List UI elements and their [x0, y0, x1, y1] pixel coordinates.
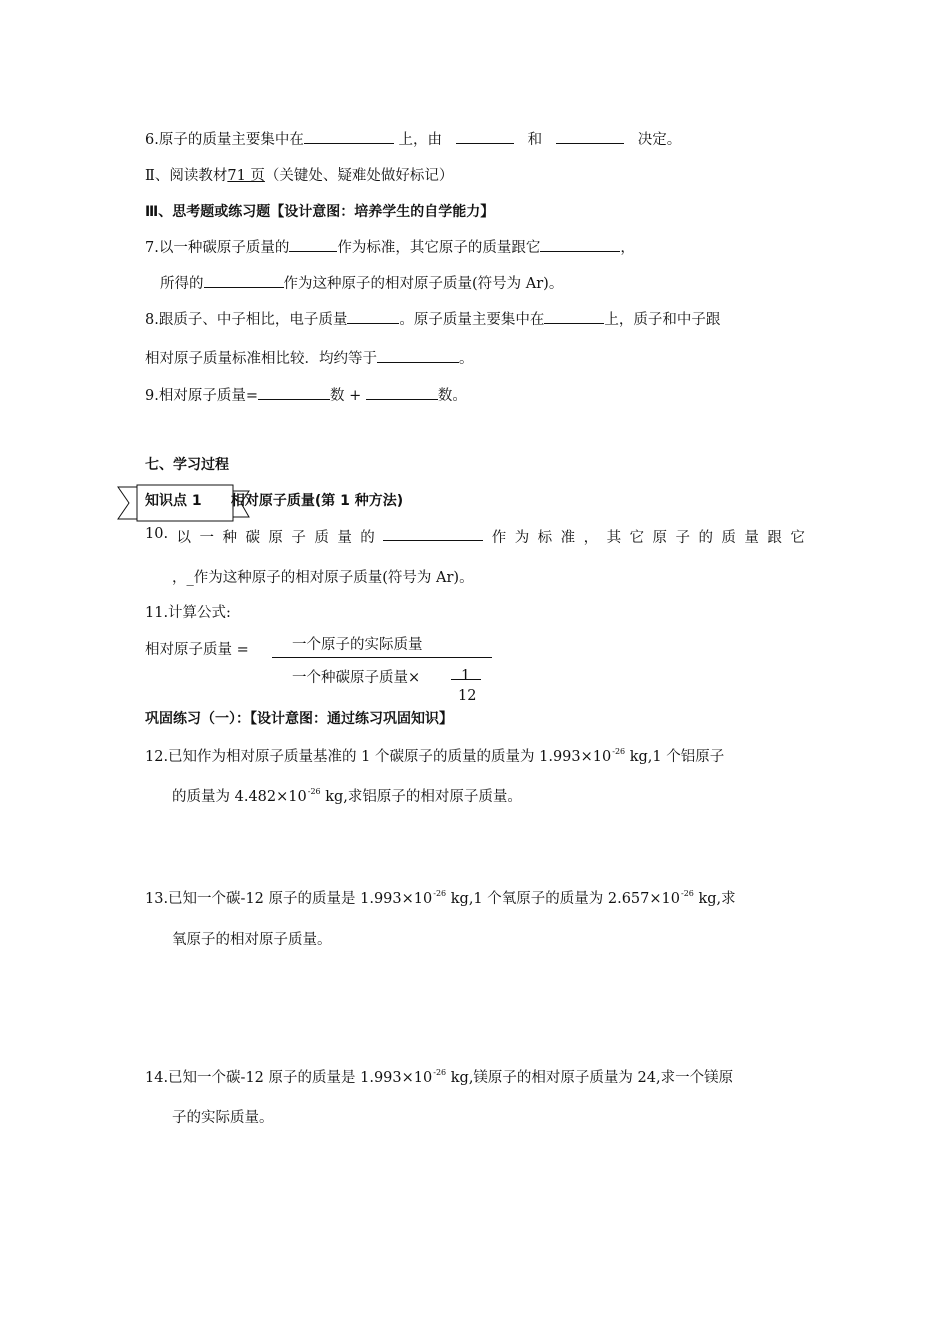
q10-char: 一	[199, 530, 214, 546]
q7-text-b: 作为标准，其它原子的质量跟它	[337, 240, 541, 256]
kp1-title: 相对原子质量(第 1 种方法)	[230, 493, 404, 509]
q8-text-e: 。	[459, 351, 474, 367]
q10-char: 子	[291, 530, 306, 546]
q8-text-b: 。原子质量主要集中在	[399, 312, 545, 328]
formula-numerator: 一个原子的实际质量	[292, 637, 423, 653]
blank[interactable]	[366, 385, 438, 400]
sec2-text-a: Ⅱ、阅读教材	[145, 168, 228, 184]
q10-char: 为	[514, 530, 530, 546]
q13-text-a: 13.已知一个碳-12 原子的质量是 1.993×10	[145, 891, 433, 907]
q14-text-b: kg,镁原子的相对原子质量为 24,求一个镁原	[446, 1070, 734, 1086]
q10-char: 标	[537, 530, 553, 546]
blank[interactable]	[383, 526, 483, 541]
q10-char: 跟	[767, 530, 782, 546]
formula-lhs: 相对原子质量 =	[145, 642, 249, 658]
q12-text-b: kg,1 个铝原子	[625, 749, 725, 765]
q9-text-c: 数。	[437, 388, 467, 404]
knowledge-point-1	[145, 490, 403, 510]
q13-text-b: kg,1 个氧原子的质量为 2.657×10	[446, 891, 680, 907]
q7-text-c: ，	[620, 240, 635, 256]
q6-text-c: 和	[527, 132, 543, 148]
q10-char: 原	[268, 530, 283, 546]
q9-text-a: 9.相对原子质量=	[145, 388, 258, 404]
question-11-label: 11.计算公式:	[145, 605, 231, 621]
q12-text-a: 12.已知作为相对原子质量基准的 1 个碳原子的质量的质量为 1.993×10	[145, 749, 612, 765]
blank[interactable]	[204, 273, 284, 288]
q7-text-e: 作为这种原子的相对原子质量(符号为 Ar)。	[283, 276, 564, 292]
blank[interactable]	[456, 129, 514, 144]
q6-text-a: 6.原子的质量主要集中在	[145, 132, 304, 148]
blank[interactable]	[347, 309, 399, 324]
question-13-line-1	[145, 887, 736, 908]
q10-char: 子	[675, 530, 690, 546]
q10-char: 准	[560, 530, 576, 546]
q10-char: 质	[314, 530, 329, 546]
section-2	[145, 164, 453, 185]
small-fraction-bar	[451, 679, 481, 680]
question-7-line-1	[145, 236, 635, 257]
blank[interactable]	[377, 348, 459, 363]
question-7-line-2	[160, 272, 563, 293]
q10-char: 它	[629, 530, 645, 546]
blank[interactable]	[540, 237, 620, 252]
q10-char: 种	[222, 530, 237, 546]
q10-char: 其	[606, 530, 622, 546]
formula-fraction-bar	[272, 657, 492, 658]
q10-char: 作	[491, 530, 507, 546]
blank[interactable]	[304, 129, 394, 144]
question-8-line-2	[145, 347, 474, 368]
blank[interactable]	[258, 385, 330, 400]
question-12-line-2	[172, 785, 522, 806]
q10-char: 10.	[145, 526, 169, 542]
q7-text-a: 7.以一种碳原子质量的	[145, 240, 290, 256]
blank[interactable]	[544, 309, 604, 324]
q10-char: 的	[698, 530, 713, 546]
question-9	[145, 384, 467, 405]
question-12-line-1	[145, 745, 724, 766]
q10-char: 以	[176, 530, 192, 546]
q8-text-a: 8.跟质子、中子相比，电子质量	[145, 312, 348, 328]
q10-char: 质	[721, 530, 736, 546]
q6-text-b: 上，由	[398, 132, 442, 148]
section-3-heading: Ⅲ、思考题或练习题【设计意图：培养学生的自学能力】	[145, 204, 495, 220]
q14-text-a: 14.已知一个碳-12 原子的质量是 1.993×10	[145, 1070, 433, 1086]
question-13-line-2: 氧原子的相对原子质量。	[172, 932, 332, 948]
question-8-line-1	[145, 308, 720, 329]
exponent: -26	[307, 787, 321, 796]
question-10-line-1	[145, 526, 805, 547]
blank[interactable]	[556, 129, 624, 144]
sec2-text-b: （关键处、疑难处做好标记）	[264, 168, 454, 184]
exponent: -26	[433, 889, 447, 898]
small-fraction-denominator: 12	[458, 688, 477, 704]
q10-char: 的	[360, 530, 375, 546]
q10-char: 它	[790, 530, 805, 546]
q10-char: 量	[337, 530, 352, 546]
question-14-line-2: 子的实际质量。	[172, 1110, 274, 1126]
question-14-line-1	[145, 1066, 733, 1087]
q10-char: ，	[583, 530, 599, 546]
question-10-line-2: ，_作为这种原子的相对原子质量(符号为 Ar)。	[172, 570, 474, 586]
kp1-label: 知识点 1	[145, 493, 202, 509]
blank[interactable]	[289, 237, 337, 252]
q8-text-d: 相对原子质量标准相比较．均约等于	[145, 351, 377, 367]
formula-denominator: 一个种碳原子质量×	[292, 670, 421, 686]
q10-char: 量	[744, 530, 759, 546]
exponent: -26	[433, 1068, 447, 1077]
small-fraction-numerator: 1	[461, 668, 471, 684]
q10-char: 原	[652, 530, 667, 546]
q8-text-c: 上，质子和中子跟	[604, 312, 721, 328]
exponent: -26	[612, 747, 626, 756]
question-6	[145, 128, 681, 149]
q12-text-c: 的质量为 4.482×10	[172, 789, 307, 805]
section-7-heading: 七、学习过程	[145, 457, 229, 473]
textbook-page: 71 页	[227, 168, 265, 184]
exponent: -26	[680, 889, 694, 898]
q7-text-d: 所得的	[160, 276, 204, 292]
practice-heading: 巩固练习（一）：【设计意图：通过练习巩固知识】	[145, 711, 453, 727]
q6-text-d: 决定。	[637, 132, 682, 148]
q9-text-b: 数 +	[329, 388, 362, 404]
q12-text-d: kg,求铝原子的相对原子质量。	[320, 789, 522, 805]
q13-text-c: kg,求	[693, 891, 736, 907]
q10-char: 碳	[245, 530, 260, 546]
